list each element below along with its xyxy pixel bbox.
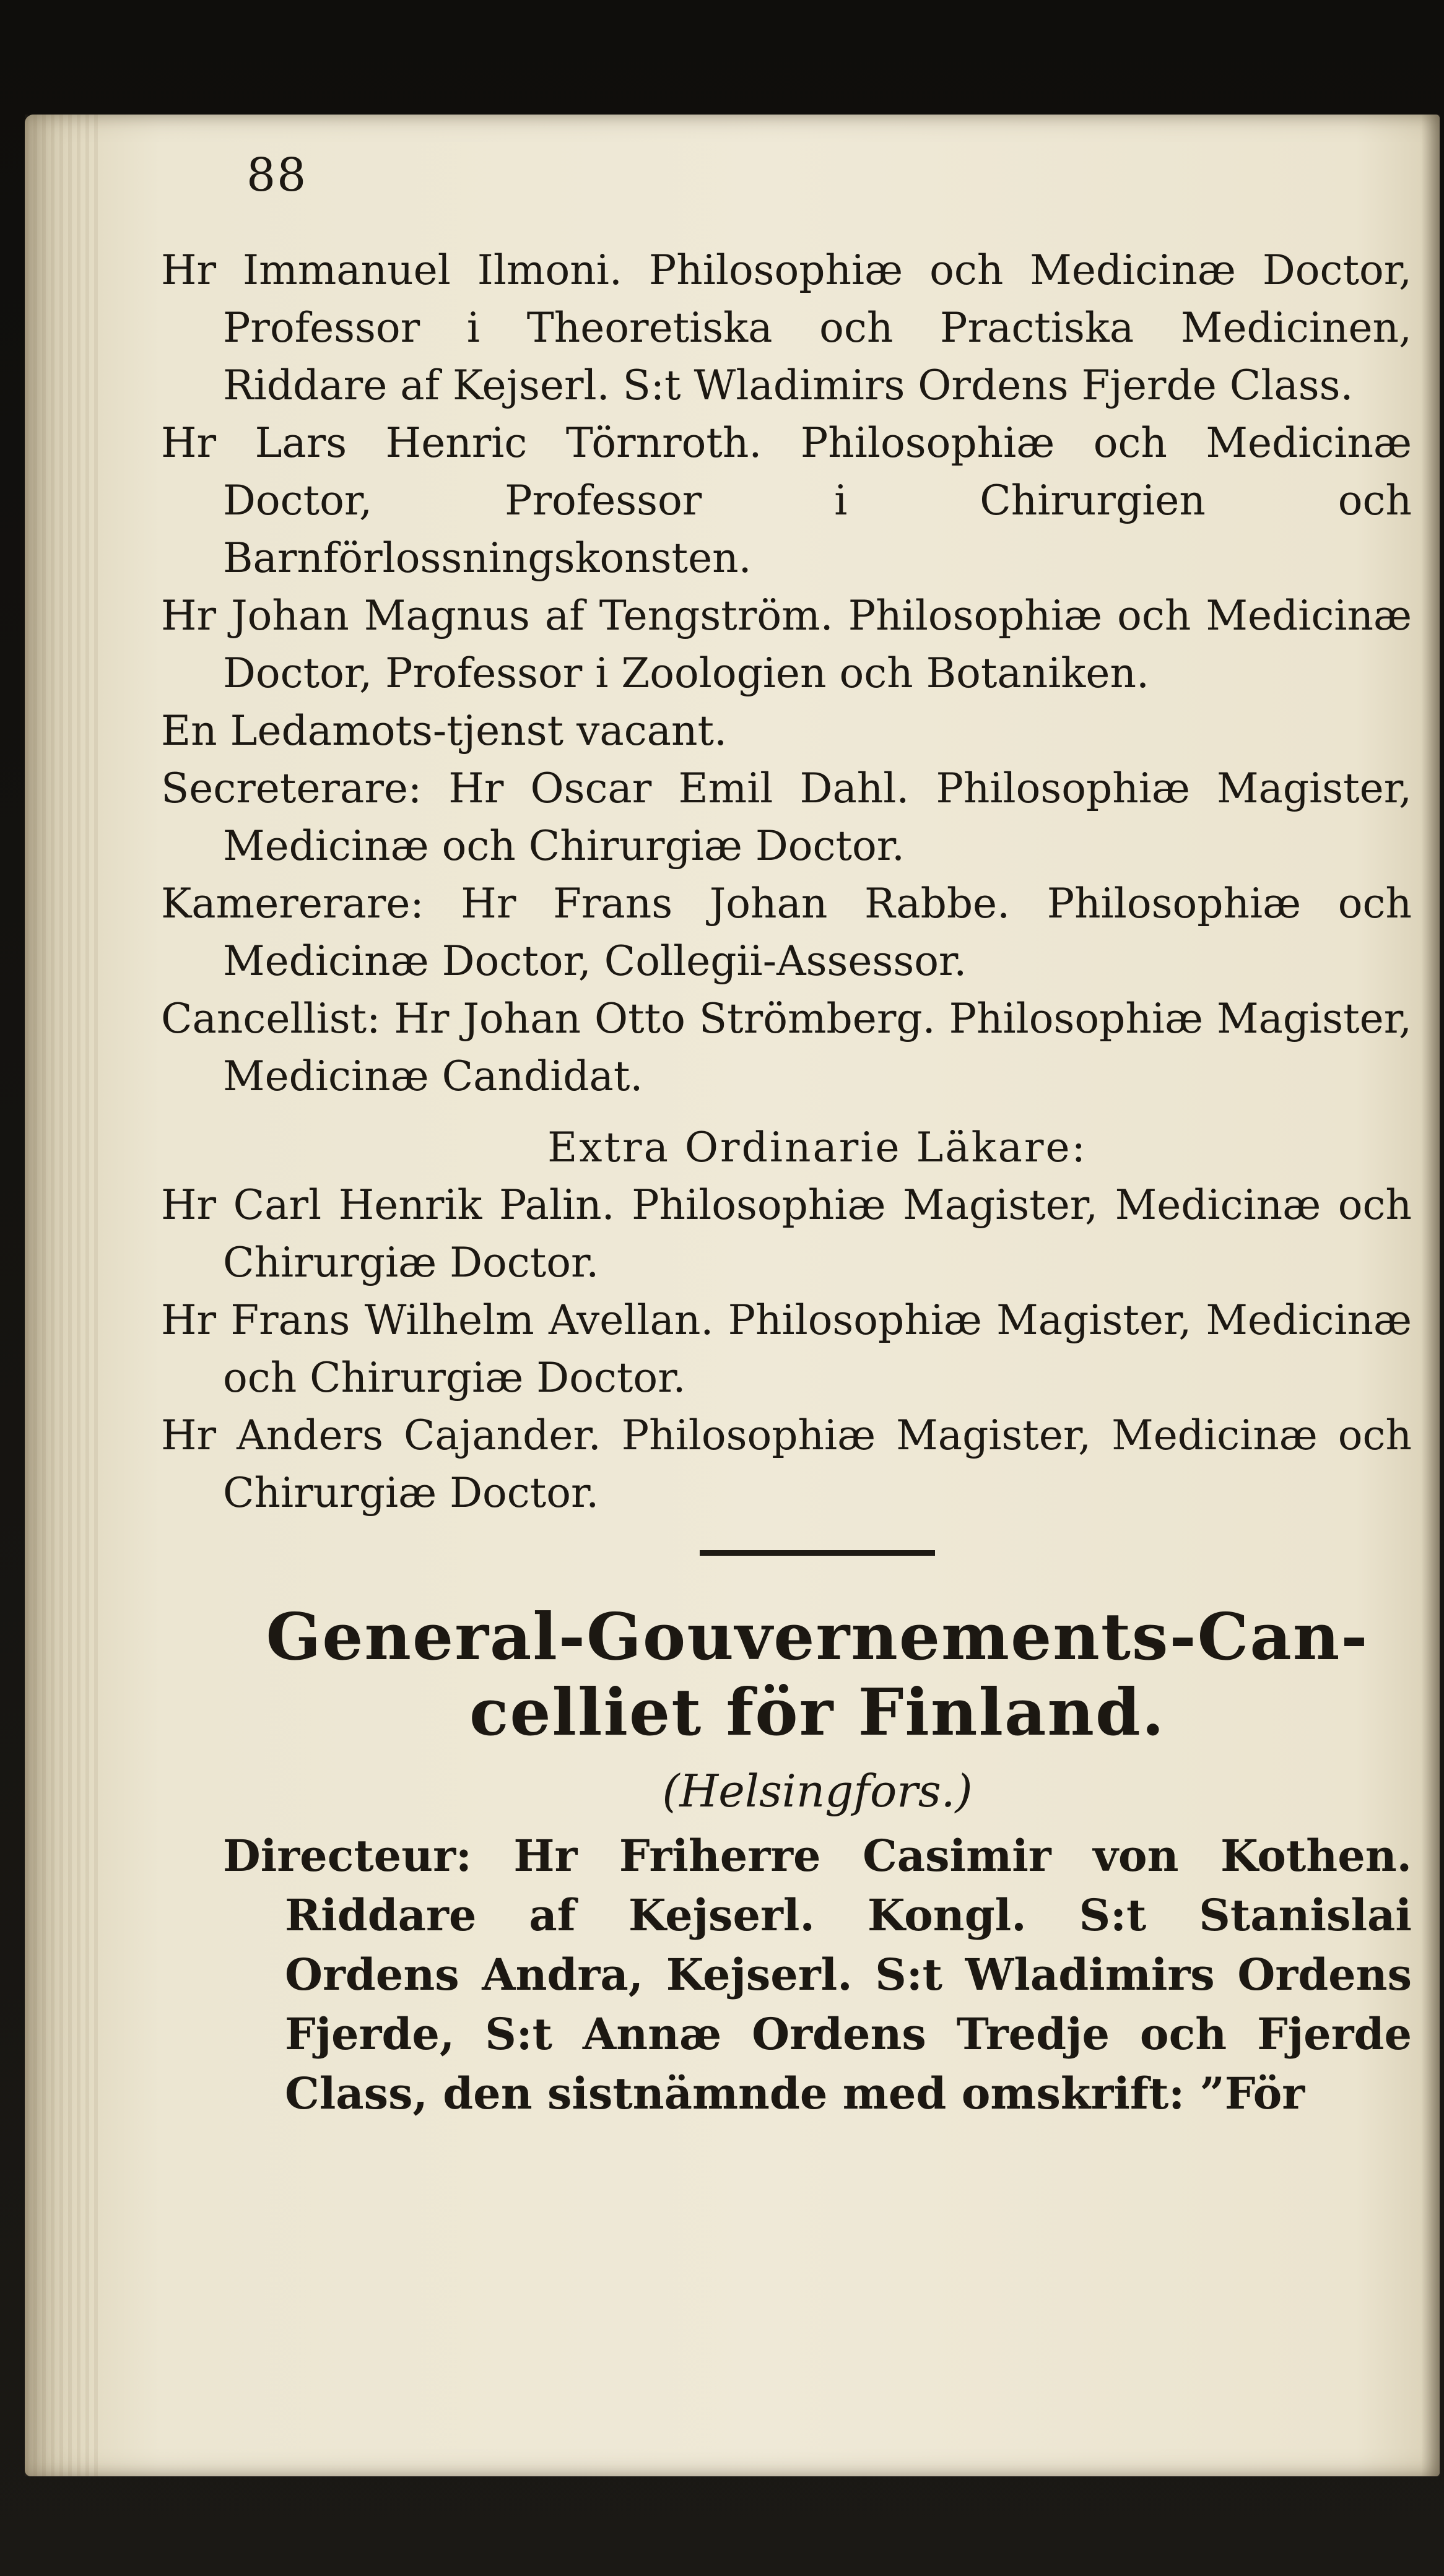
page-number: 88 [246,149,308,202]
entry-palin: Hr Carl Henrik Palin. Philosophiæ Magister, Medicinæ och Chirurgiæ Doctor. [161,1181,1412,1286]
entry-cajander: Hr Anders Cajander. Philosophiæ Magister, Medicinæ och Chirurgiæ Doctor. [161,1412,1412,1517]
entry-kamererare: Kamererare: Hr Frans Johan Rabbe. Philosophiæ och Medicinæ Doctor, Collegii-Assessor. [161,880,1412,985]
entry-cancellist: Cancellist: Hr Johan Otto Strömberg. Philosophiæ Magister, Medicinæ Candidat. [161,995,1412,1100]
entry-tornroth: Hr Lars Henric Törnroth. Philosophiæ och Medicinæ Doctor, Professor i Chirurgien och Barnförlossningskonsten. [161,419,1412,582]
entry-directeur: Directeur: Hr Friherre Casimir von Kothen. Riddare af Kejserl. Kongl. S:t Stanislai Ordens Andra, Kejserl. S:t Wladimirs Ordens Fjerde, S:t Annæ Ordens Tredje och Fjerde Class, den sistnämnde med omskrift: ”För [223,1830,1412,2119]
entry-vacant: En Ledamots-tjenst vacant. [161,707,728,755]
section-divider [700,1550,935,1556]
page-edge [1421,115,1440,2476]
page-gutter [25,115,99,2476]
entry-ilmoni: Hr Immanuel Ilmoni. Philosophiæ och Medicinæ Doctor, Professor i Theoretiska och Practiska Medicinen, Riddare af Kejserl. S:t Wladimirs Ordens Fjerde Class. [161,246,1412,409]
entry-secreterare: Secreterare: Hr Oscar Emil Dahl. Philosophiæ Magister, Medicinæ och Chirurgiæ Doctor. [161,765,1412,870]
entry-avellan: Hr Frans Wilhelm Avellan. Philosophiæ Magister, Medicinæ och Chirurgiæ Doctor. [161,1296,1412,1402]
extra-heading: Extra Ordinarie Läkare: [547,1124,1087,1171]
section-title-line2: celliet för Finland. [469,1674,1165,1750]
page-text [161,241,1412,2123]
entry-tengstrom: Hr Johan Magnus af Tengström. Philosophiæ och Medicinæ Doctor, Professor i Zoologien och Botaniken. [161,592,1412,697]
section-place: (Helsingfors.) [662,1765,973,1817]
section-extra [161,1176,1412,1522]
section-title-line1: General-Gouvernements-Can- [266,1598,1369,1675]
section-officials [161,241,1412,1105]
